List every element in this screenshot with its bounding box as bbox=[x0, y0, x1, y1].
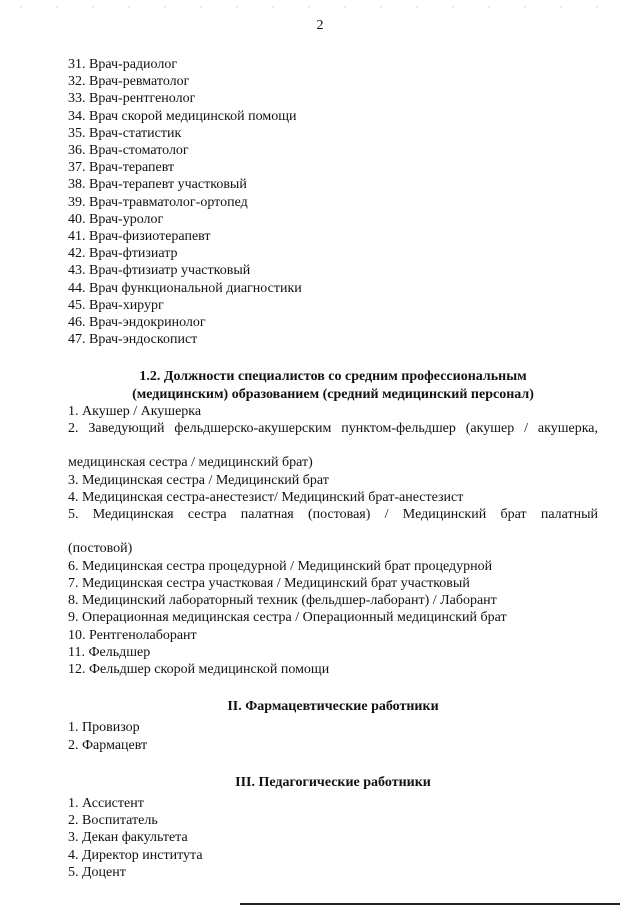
list-item: 33. Врач-рентгенолог bbox=[68, 91, 196, 107]
list-item: 46. Врач-эндокринолог bbox=[68, 315, 206, 331]
list-item: 8. Медицинский лабораторный техник (фельдшер-лаборант) / Лаборант bbox=[68, 593, 497, 609]
list-item: 1. Акушер / Акушерка bbox=[68, 403, 202, 419]
list-item: 36. Врач-стоматолог bbox=[68, 143, 189, 159]
list-item: 37. Врач-терапевт bbox=[68, 160, 175, 176]
section-heading: III. Педагогические работники bbox=[235, 774, 431, 790]
list-item: 45. Врач-хирург bbox=[68, 297, 164, 313]
list-item: 3. Медицинская сестра / Медицинский брат bbox=[68, 472, 329, 488]
list-item-continued: (постовой) bbox=[68, 541, 133, 557]
list-item: 11. Фельдшер bbox=[68, 644, 151, 660]
list-item: 2. Фармацевт bbox=[68, 737, 148, 753]
list-item: 5. Доцент bbox=[68, 864, 126, 880]
list-item: 39. Врач-травматолог-ортопед bbox=[68, 194, 248, 210]
list-item: 40. Врач-уролог bbox=[68, 211, 164, 227]
list-item: 2. Воспитатель bbox=[68, 813, 158, 829]
list-item: 47. Врач-эндоскопист bbox=[68, 332, 198, 348]
section-heading: II. Фармацевтические работники bbox=[227, 699, 439, 715]
list-item: 34. Врач скорой медицинской помощи bbox=[68, 108, 297, 124]
list-item: 12. Фельдшер скорой медицинской помощи bbox=[68, 661, 330, 677]
section-2 bbox=[68, 698, 598, 754]
list-item: 35. Врач-статистик bbox=[68, 125, 182, 141]
list-item: 31. Врач-радиолог bbox=[68, 57, 178, 72]
document-body bbox=[68, 56, 598, 881]
list-item: 43. Врач-фтизиатр участковый bbox=[68, 263, 251, 279]
list-item: 9. Операционная медицинская сестра / Операционный медицинский брат bbox=[68, 610, 507, 626]
section-3 bbox=[68, 774, 598, 881]
list-item: 6. Медицинская сестра процедурной / Медицинский брат процедурной bbox=[68, 558, 493, 574]
list-item: 32. Врач-ревматолог bbox=[68, 74, 190, 90]
list-item: 4. Директор института bbox=[68, 847, 203, 863]
scan-artifact bbox=[20, 6, 620, 8]
section-1-2 bbox=[68, 368, 598, 678]
list-item: 7. Медицинская сестра участковая / Медицинский брат участковый bbox=[68, 575, 470, 591]
list-item: 2. Заведующий фельдшерско-акушерским пунктом-фельдшер (акушер / акушерка, bbox=[68, 421, 598, 437]
section-heading-continued: (медицинским) образованием (средний медицинский персонал) bbox=[132, 386, 534, 402]
page-number: 2 bbox=[316, 18, 324, 33]
list-item-continued: медицинская сестра / медицинский брат) bbox=[68, 455, 313, 471]
list-item: 3. Декан факультета bbox=[68, 830, 188, 846]
list-item: 41. Врач-физиотерапевт bbox=[68, 229, 211, 245]
list-item: 10. Рентгенолаборант bbox=[68, 627, 197, 643]
list-item: 4. Медицинская сестра-анестезист/ Медицинский брат-анестезист bbox=[68, 489, 464, 505]
list-item: 1. Провизор bbox=[68, 720, 140, 736]
list-item: 5. Медицинская сестра палатная (постовая) / Медицинский брат палатный bbox=[68, 507, 598, 523]
list-item: 38. Врач-терапевт участковый bbox=[68, 177, 247, 193]
list-item: 42. Врач-фтизиатр bbox=[68, 246, 178, 262]
doctors-list bbox=[68, 56, 598, 348]
list-item: 44. Врач функциональной диагностики bbox=[68, 280, 302, 296]
list-item: 1. Ассистент bbox=[68, 795, 144, 811]
section-heading: 1.2. Должности специалистов со средним профессиональным bbox=[139, 369, 527, 385]
